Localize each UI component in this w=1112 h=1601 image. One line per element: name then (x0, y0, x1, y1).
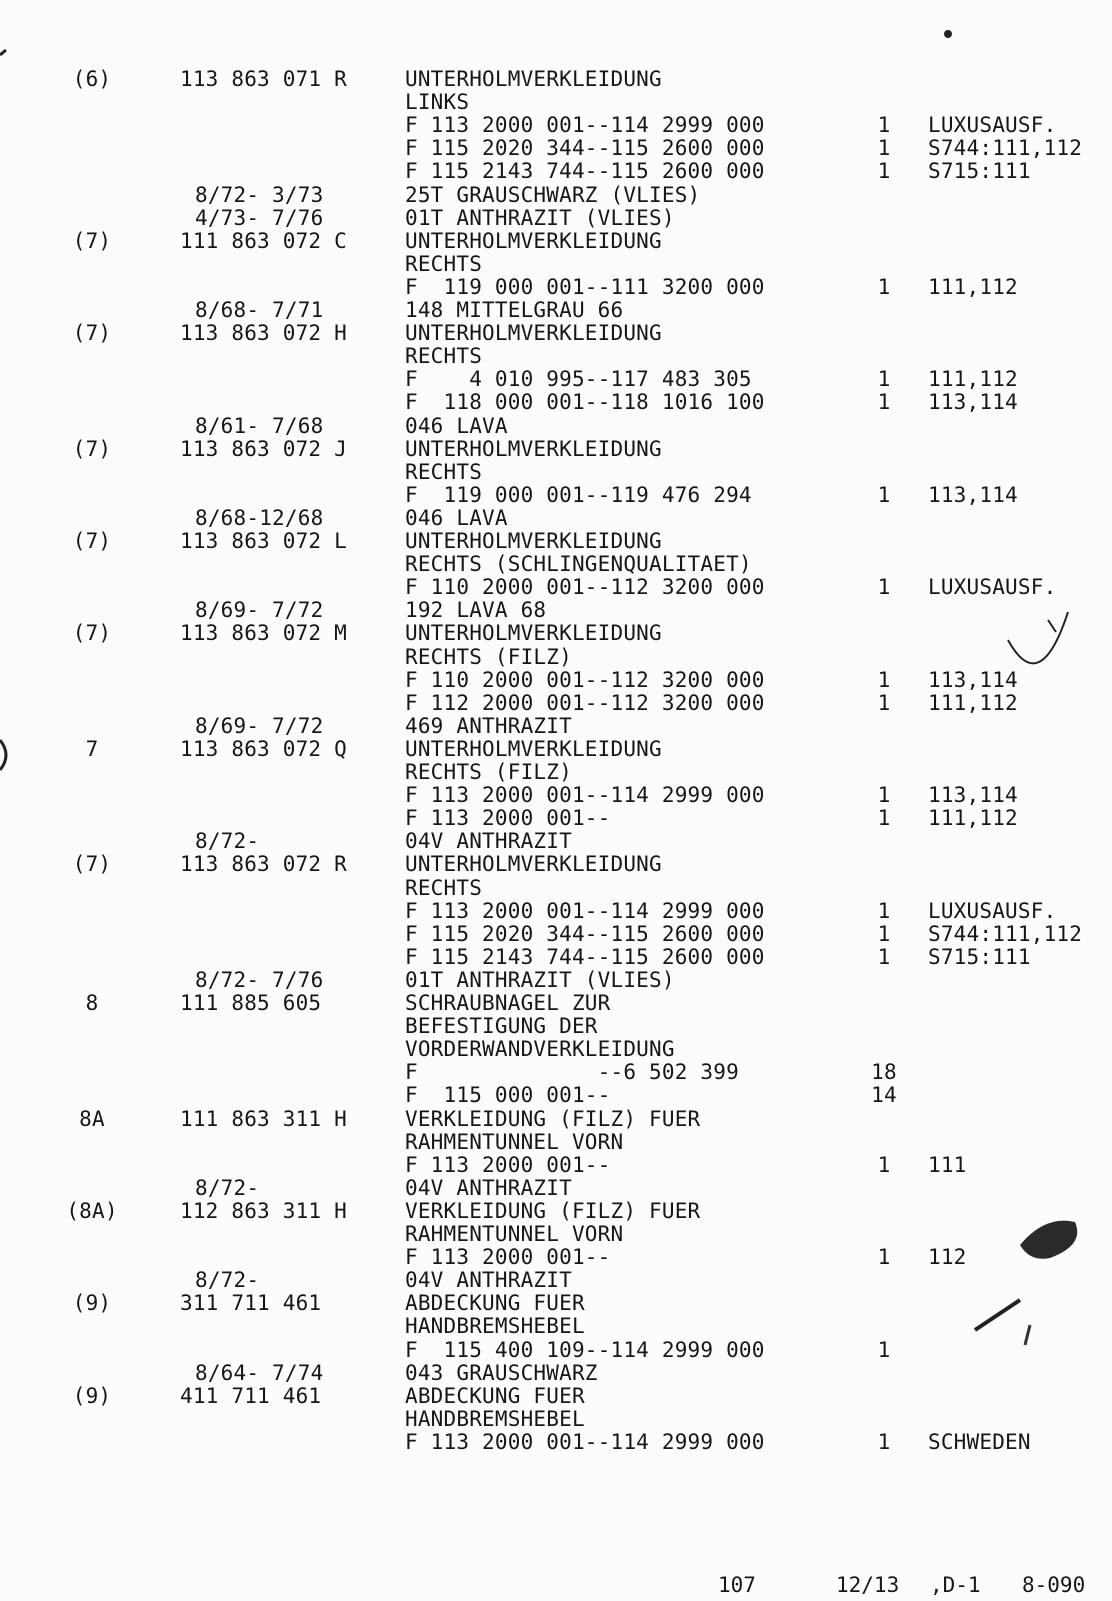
description: F 115 000 001-- (405, 1083, 611, 1108)
ref-number: (7) (72, 852, 112, 877)
part-number: 113 863 071 R (180, 67, 347, 91)
quantity: 1 (877, 1429, 891, 1454)
description: 04V ANTHRAZIT (405, 829, 572, 854)
footer-date: 12/13 (836, 1573, 900, 1597)
quantity: 1 (877, 136, 891, 161)
date-range: 8/72- 3/73 (195, 182, 324, 207)
date-range: 8/72- (195, 829, 260, 854)
quantity: 1 (877, 1245, 891, 1270)
description: UNTERHOLMVERKLEIDUNG (405, 436, 662, 461)
description: RAHMENTUNNEL VORN (405, 1222, 624, 1246)
description: 046 LAVA (405, 505, 508, 530)
quantity: 1 (877, 1152, 891, 1177)
part-number: 113 863 072 Q (180, 736, 347, 761)
quantity: 14 (871, 1083, 897, 1108)
remark: SCHWEDEN (928, 1429, 1031, 1454)
quantity: 1 (877, 274, 891, 299)
description: F 113 2000 001-- (405, 1245, 611, 1270)
remark: 113,114 (928, 482, 1018, 507)
description: F 113 2000 001--114 2999 000 (405, 1429, 765, 1454)
description: F --6 502 399 (405, 1060, 739, 1085)
part-number: 113 863 072 M (180, 621, 347, 646)
part-number: 112 863 311 H (180, 1198, 347, 1223)
description: F 113 2000 001--114 2999 000 (405, 113, 765, 138)
description: RECHTS (FILZ) (405, 644, 572, 669)
description: F 113 2000 001-- (405, 806, 611, 831)
description: 01T ANTHRAZIT (VLIES) (405, 205, 675, 230)
description: UNTERHOLMVERKLEIDUNG (405, 529, 662, 553)
description: VERKLEIDUNG (FILZ) FUER (405, 1106, 701, 1131)
remark: S744:111,112 (928, 921, 1083, 946)
description: RECHTS (405, 344, 483, 369)
part-number: 411 711 461 (180, 1383, 322, 1408)
part-number: 311 711 461 (180, 1291, 322, 1316)
part-number: 111 885 605 (180, 991, 322, 1015)
ref-number: (7) (72, 321, 112, 346)
description: F 119 000 001--111 3200 000 (405, 274, 765, 299)
date-range: 8/64- 7/74 (195, 1360, 324, 1385)
part-number: 113 863 072 J (180, 436, 347, 461)
description: UNTERHOLMVERKLEIDUNG (405, 67, 662, 91)
description: ABDECKUNG FUER (405, 1291, 585, 1316)
date-range: 8/72- (195, 1175, 260, 1200)
description: F 113 2000 001-- (405, 1152, 611, 1177)
description: F 115 2020 344--115 2600 000 (405, 136, 765, 161)
quantity: 1 (877, 783, 891, 808)
description: UNTERHOLMVERKLEIDUNG (405, 621, 662, 646)
remark: LUXUSAUSF. (928, 575, 1057, 600)
description: F 110 2000 001--112 3200 000 (405, 575, 765, 600)
quantity: 1 (877, 390, 891, 415)
remark: 111,112 (928, 367, 1018, 392)
remark: LUXUSAUSF. (928, 898, 1057, 923)
description: SCHRAUBNAGEL ZUR (405, 991, 611, 1015)
quantity: 1 (877, 806, 891, 831)
description: RECHTS (405, 251, 483, 276)
description: F 113 2000 001--114 2999 000 (405, 898, 765, 923)
description: F 115 400 109--114 2999 000 (405, 1337, 765, 1362)
ref-number: (7) (72, 621, 112, 646)
description: F 115 2020 344--115 2600 000 (405, 921, 765, 946)
part-number: 111 863 311 H (180, 1106, 347, 1131)
description: 04V ANTHRAZIT (405, 1175, 572, 1200)
ref-number: 7 (85, 736, 99, 761)
remark: 113,114 (928, 783, 1018, 808)
description: VORDERWANDVERKLEIDUNG (405, 1037, 675, 1062)
description: F 113 2000 001--114 2999 000 (405, 783, 765, 808)
footer-code: 8-090 (1022, 1573, 1086, 1597)
description: F 115 2143 744--115 2600 000 (405, 159, 765, 184)
date-range: 8/69- 7/72 (195, 598, 324, 623)
description: 469 ANTHRAZIT (405, 713, 572, 738)
description: RECHTS (FILZ) (405, 760, 572, 784)
remark: 111,112 (928, 274, 1018, 299)
description: UNTERHOLMVERKLEIDUNG (405, 321, 662, 346)
date-range: 8/72- (195, 1268, 260, 1293)
quantity: 1 (877, 898, 891, 923)
date-range: 8/61- 7/68 (195, 413, 324, 438)
ref-number: (7) (72, 436, 112, 461)
description: F 112 2000 001--112 3200 000 (405, 690, 765, 715)
ref-number: (8A) (66, 1198, 118, 1223)
remark: S715:111 (928, 159, 1031, 184)
description: BEFESTIGUNG DER (405, 1014, 598, 1039)
quantity: 1 (877, 159, 891, 184)
description: RAHMENTUNNEL VORN (405, 1129, 624, 1154)
quantity: 1 (877, 690, 891, 715)
footer-page-number: 107 (718, 1573, 756, 1597)
date-range: 8/68-12/68 (195, 505, 324, 530)
ref-number: (9) (72, 1291, 112, 1316)
description: F 110 2000 001--112 3200 000 (405, 667, 765, 692)
description: F 115 2143 744--115 2600 000 (405, 944, 765, 969)
part-number: 113 863 072 L (180, 529, 347, 553)
ref-number: (7) (72, 228, 112, 253)
quantity: 18 (871, 1060, 897, 1085)
description: HANDBREMSHEBEL (405, 1314, 585, 1339)
ref-number: (9) (72, 1383, 112, 1408)
description: HANDBREMSHEBEL (405, 1406, 585, 1431)
description: LINKS (405, 90, 470, 115)
quantity: 1 (877, 1337, 891, 1362)
remark: 112 (928, 1245, 967, 1270)
description: 046 LAVA (405, 413, 508, 438)
description: UNTERHOLMVERKLEIDUNG (405, 736, 662, 761)
remark: 111,112 (928, 806, 1018, 831)
quantity: 1 (877, 367, 891, 392)
description: F 4 010 995--117 483 305 (405, 367, 752, 392)
remark: 111 (928, 1152, 967, 1177)
description: 25T GRAUSCHWARZ (VLIES) (405, 182, 701, 207)
ref-number: (6) (72, 67, 112, 91)
quantity: 1 (877, 667, 891, 692)
part-number: 113 863 072 R (180, 852, 347, 877)
footer-section: ,D-1 (930, 1573, 981, 1597)
date-range: 4/73- 7/76 (195, 205, 324, 230)
ref-number: 8 (85, 991, 99, 1015)
description: RECHTS (405, 459, 483, 484)
remark: 113,114 (928, 667, 1018, 692)
description: 043 GRAUSCHWARZ (405, 1360, 598, 1385)
remark: S715:111 (928, 944, 1031, 969)
description: RECHTS (405, 875, 483, 900)
remark: 113,114 (928, 390, 1018, 415)
description: 01T ANTHRAZIT (VLIES) (405, 967, 675, 992)
description: VERKLEIDUNG (FILZ) FUER (405, 1198, 701, 1223)
description: ABDECKUNG FUER (405, 1383, 585, 1408)
description: UNTERHOLMVERKLEIDUNG (405, 852, 662, 877)
remark: LUXUSAUSF. (928, 113, 1057, 138)
description: 192 LAVA 68 (405, 598, 547, 623)
quantity: 1 (877, 921, 891, 946)
ref-number: (7) (72, 529, 112, 553)
description: 04V ANTHRAZIT (405, 1268, 572, 1293)
quantity: 1 (877, 944, 891, 969)
quantity: 1 (877, 113, 891, 138)
quantity: 1 (877, 575, 891, 600)
quantity: 1 (877, 482, 891, 507)
date-range: 8/72- 7/76 (195, 967, 324, 992)
description: RECHTS (SCHLINGENQUALITAET) (405, 552, 752, 577)
description: UNTERHOLMVERKLEIDUNG (405, 228, 662, 253)
remark: S744:111,112 (928, 136, 1083, 161)
description: 148 MITTELGRAU 66 (405, 298, 624, 322)
part-number: 111 863 072 C (180, 228, 347, 253)
description: F 118 000 001--118 1016 100 (405, 390, 765, 415)
date-range: 8/69- 7/72 (195, 713, 324, 738)
part-number: 113 863 072 H (180, 321, 347, 346)
date-range: 8/68- 7/71 (195, 298, 324, 322)
ref-number: 8A (79, 1106, 105, 1131)
description: F 119 000 001--119 476 294 (405, 482, 752, 507)
remark: 111,112 (928, 690, 1018, 715)
